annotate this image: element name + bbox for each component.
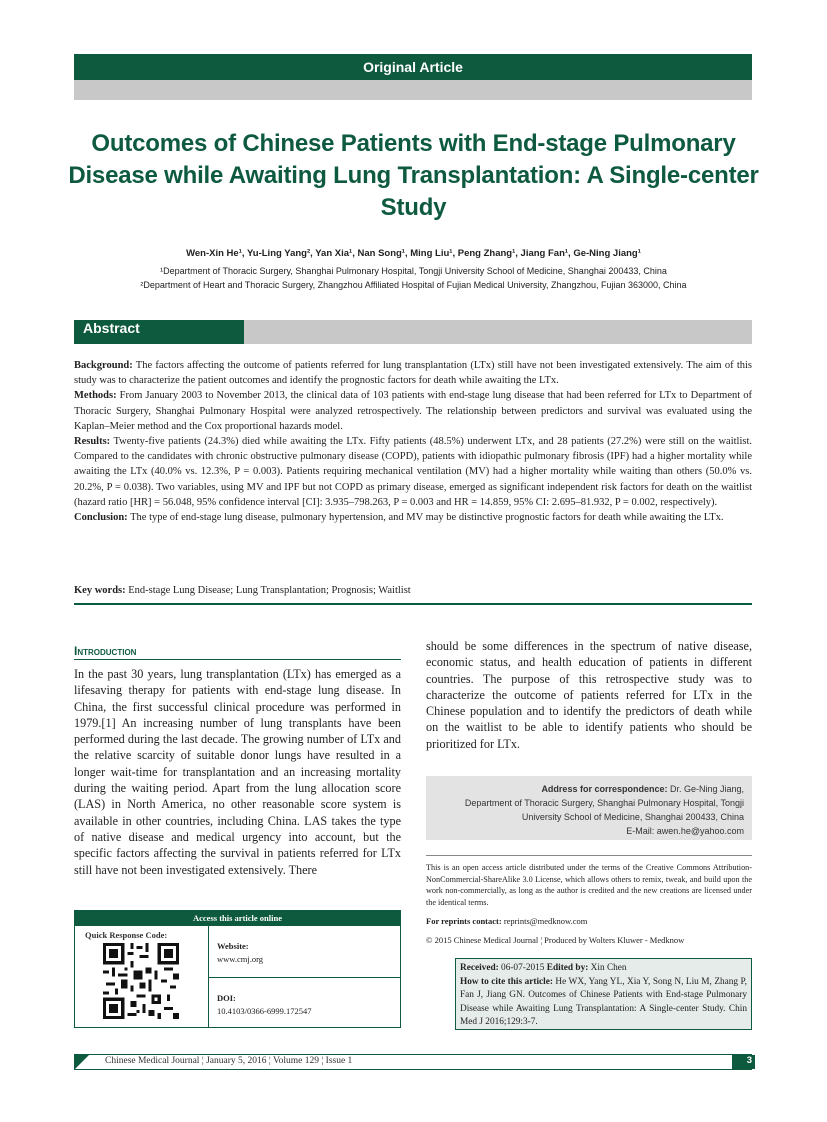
access-heading: Access this article online: [75, 911, 400, 926]
article-title: Outcomes of Chinese Patients with End-stage Pulmonary Disease while Awaiting Lung Transplantation: A Single-center Study: [68, 130, 759, 221]
introduction-heading: Introduction: [74, 644, 137, 658]
access-online-box: [74, 910, 401, 1028]
section-label: Original Article: [363, 59, 463, 75]
page-number: 3: [732, 1055, 755, 1069]
introduction-right-column: should be some differences in the spectrum of native disease, economic status, and health education of patients in different countries. The purpose of this retrospective study was to characterize the outcome of patients referred for LTx in the Chinese population and to identify the predictors of death while on the waitlist to be able to identify patients who should be prioritized for LTx.: [426, 639, 752, 751]
keywords-divider: [74, 603, 752, 605]
introduction-rule: [74, 659, 401, 660]
doi-label: DOI:: [217, 993, 236, 1003]
abstract-conclusion: Conclusion: The type of end-stage lung disease, pulmonary hypertension, and MV may be distinctive prognostic factors for death while awaiting the LTx.: [74, 512, 724, 524]
website-label: Website:: [217, 941, 249, 951]
access-divider-horizontal: [209, 977, 400, 978]
correspondence-line-2: University School of Medicine, Shanghai 200433, China: [521, 812, 744, 822]
affiliation-2: ²Department of Heart and Thoracic Surgery, Zhangzhou Affiliated Hospital of Fujian Medical University, Zhangzhou, Fujian 363000, China: [140, 280, 687, 290]
qr-label: Quick Response Code:: [85, 930, 168, 940]
qr-code-icon[interactable]: [103, 943, 179, 1019]
section-banner: [74, 54, 752, 80]
website-link[interactable]: www.cmj.org: [217, 954, 264, 964]
abstract-background: Background: The factors affecting the outcome of patients referred for lung transplantation (LTx) still have not been investigated extensively. The aim of this study was to characterize the patient outcomes and identify the prognostic factors for death while awaiting the LTx.: [74, 360, 752, 387]
footer-corner-mark: [74, 1054, 90, 1070]
license-text: This is an open access article distributed under the terms of the Creative Commons Attribution-NonCommercial-ShareAlike 3.0 License, which allows others to remix, tweak, and build upon the work non-commercially, as long as the author is credited and the new creations are licensed under the identical terms.: [426, 863, 752, 907]
correspondence-box: [426, 776, 752, 840]
doi-value[interactable]: 10.4103/0366-6999.172547: [217, 1006, 312, 1016]
affiliation-1: ¹Department of Thoracic Surgery, Shanghai Pulmonary Hospital, Tongji University School of Medicine, Shanghai 200433, China: [160, 266, 667, 276]
copyright-line: © 2015 Chinese Medical Journal ¦ Produced by Wolters Kluwer - Medknow: [426, 935, 685, 945]
reprints-contact: For reprints contact: reprints@medknow.com: [426, 916, 588, 926]
abstract-heading: Abstract: [74, 320, 244, 344]
abstract-body: [74, 358, 752, 525]
abstract-banner: [74, 320, 752, 344]
license-divider: [426, 855, 752, 856]
author-list: Wen-Xin He¹, Yu-Ling Yang², Yan Xia¹, Nan Song¹, Ming Liu¹, Peng Zhang¹, Jiang Fan¹, Ge-Ning Jiang¹: [186, 248, 641, 259]
footer-journal-info: Chinese Medical Journal ¦ January 5, 2016 ¦ Volume 129 ¦ Issue 1: [105, 1056, 353, 1066]
keywords: Key words: End-stage Lung Disease; Lung Transplantation; Prognosis; Waitlist: [74, 585, 411, 596]
correspondence-line-1: Department of Thoracic Surgery, Shanghai Pulmonary Hospital, Tongji: [464, 798, 744, 808]
abstract-methods: Methods: From January 2003 to November 2013, the clinical data of 103 patients with end-stage lung disease that had been referred for LTx to Department of Thoracic Surgery, Shanghai Pulmonary Hospital were analyzed retrospectively. The relationship between predictors and survival was evaluated using the Kaplan–Meier method and the Cox proportional hazards model.: [74, 390, 752, 432]
introduction-left-column: In the past 30 years, lung transplantation (LTx) has emerged as a lifesaving therapy for patients with end-stage lung disease. In China, the first successful clinical procedure was performed in 1979.[1] An increasing number of lung transplants have been performed during the last decade. The growing number of LTx and the relative scarcity of suitable donor lungs have resulted in a longer wait-time for transplantation and an increasing mortality during the waiting period. Apart from the lung allocation score (LAS) in North America, no other reasonable score system is available in other countries, including China. LAS takes the type of native disease and medical urgency into account, but the specific factors affecting the survival in patients referred for LTx still have not been investigated extensively. There: [74, 667, 401, 877]
citation-box: Received: 06-07-2015 Edited by: Xin Chen How to cite this article: He WX, Yang YL, Xia Y, Song N, Liu M, Zhang P, Fan J, Jiang GN. Outcomes of Chinese Patients with End-stage Pulmonary Disease while Awaiting Lung Transplantation: A Single-center Study. Chin Med J 2016;129:3-7.: [455, 958, 752, 1030]
abstract-results: Results: Twenty-five patients (24.3%) died while awaiting the LTx. Fifty patients (48.5%) underwent LTx, and 28 patients (27.2%) were still on the waitlist. Compared to the candidates with chronic obstructive pulmonary disease (COPD), patients with idiopathic pulmonary fibrosis (IPF) had a higher mortality while awaiting the LTx (40.0% vs. 12.3%, P = 0.003). Patients requiring mechanical ventilation (MV) had a higher mortality while waiting than others (50.0% vs. 20.2%, P = 0.038). Two variables, using MV and IPF but not COPD as primary disease, emerged as significant independent risk factors for death on the waitlist (hazard ratio [HR] = 56.048, 95% confidence interval [CI]: 3.935–798.263, P = 0.003 and HR = 14.859, 95% CI: 2.695–81.932, P = 0.002, respectively).: [74, 436, 752, 508]
header-gray-strip: [74, 80, 752, 100]
correspondence-email[interactable]: E-Mail: awen.he@yahoo.com: [626, 826, 744, 836]
correspondence-name: Address for correspondence: Dr. Ge-Ning Jiang,: [541, 784, 744, 794]
